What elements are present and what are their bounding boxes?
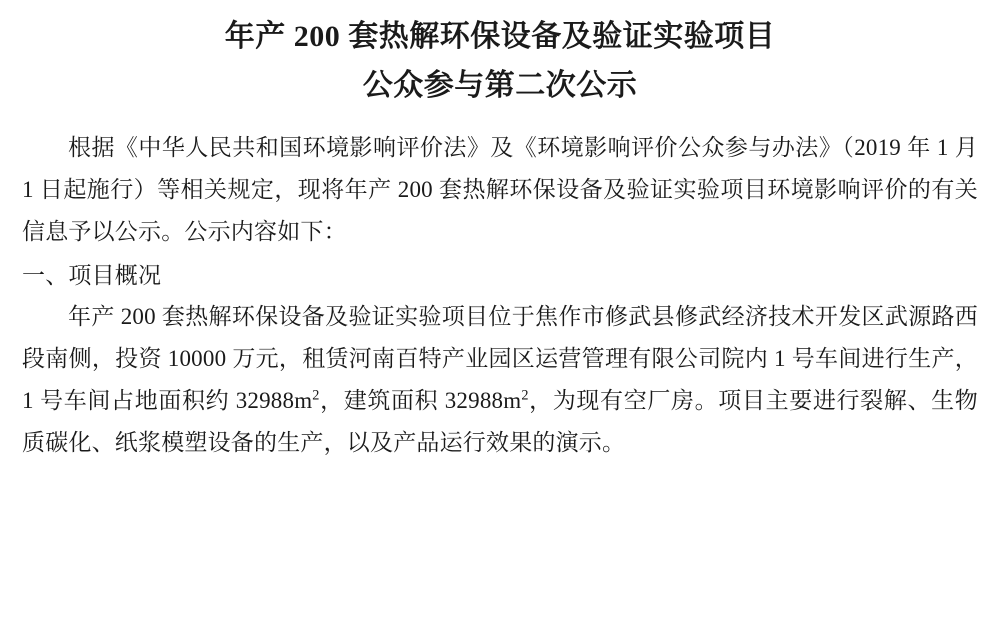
intro-paragraph: 根据《中华人民共和国环境影响评价法》及《环境影响评价公众参与办法》（2019 年 1 月 1 日起施行）等相关规定，现将年产 200 套热解环保设备及验证实验项目环境影响评价的有关信息予以公示。公示内容如下：	[22, 135, 978, 244]
section-body-part-2: ，建筑面积 32988m	[319, 388, 522, 414]
page-title	[22, 14, 978, 109]
section-heading-project-overview: 一、项目概况	[22, 262, 162, 288]
section-body-part-1: 年产 200 套热解环保设备及验证实验项目位于焦作市修武县修武经济技术开发区武源路西段南侧，投资 10000 万元，租赁河南百特产业园区运营管理有限公司院内 1 号车间进行生产，1 号车间占地面积约 32988m	[22, 304, 978, 414]
page-title-line-2: 公众参与第二次公示	[362, 68, 638, 102]
section-body-part-3: ，为现有空厂房。项目主要进行裂解、生物质碳化、纸浆模塑设备的生产，以及产品运行效果的演示。	[22, 388, 978, 456]
superscript-square-2: 2	[521, 387, 529, 404]
superscript-square-1: 2	[312, 387, 320, 404]
document-body	[22, 127, 978, 464]
section-body-project-overview	[22, 296, 978, 463]
page-title-line-1: 年产 200 套热解环保设备及验证实验项目	[224, 20, 776, 53]
